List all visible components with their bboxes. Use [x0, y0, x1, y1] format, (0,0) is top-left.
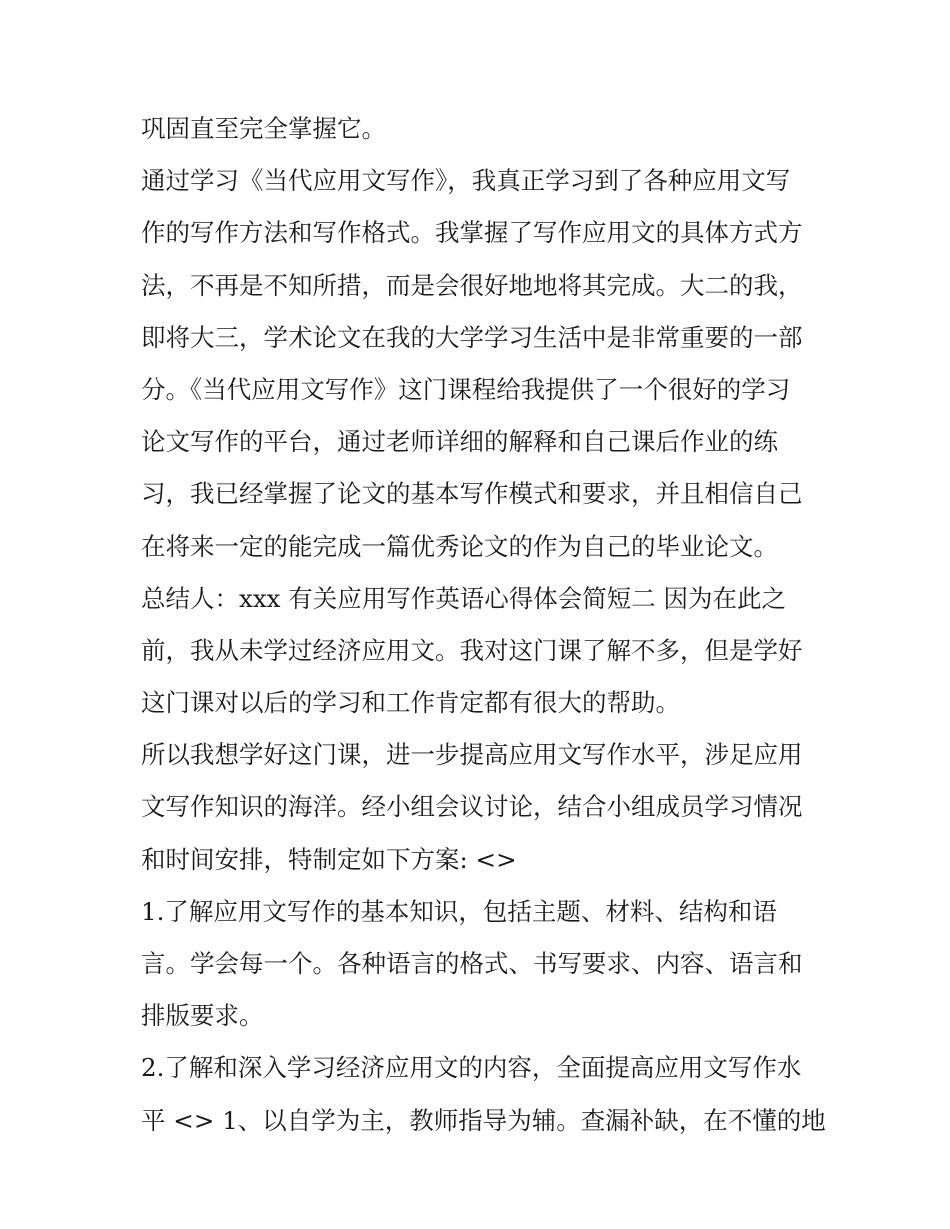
text-line-7: 论文写作的平台，通过老师详细的解释和自己课后作业的练: [141, 427, 778, 457]
text-line-9: 在将来一定的能完成一篇优秀论文的作为自己的毕业论文。: [141, 531, 778, 561]
text-line-15: 和时间安排，特制定如下方案: <>: [141, 844, 517, 874]
text-line-10: 总结人：xxx 有关应用写作英语心得体会简短二 因为在此之: [141, 583, 787, 613]
text-line-2: 通过学习《当代应用文写作》，我真正学习到了各种应用文写: [141, 166, 791, 196]
text-line-5: 即将大三，学术论文在我的大学学习生活中是非常重要的一部: [141, 322, 803, 352]
text-line-14: 文写作知识的海洋。经小组会议讨论，结合小组成员学习情况: [141, 792, 803, 822]
text-line-16: 1.了解应用文写作的基本知识，包括主题、材料、结构和语: [141, 896, 777, 926]
text-line-12: 这门课对以后的学习和工作肯定都有很大的帮助。: [141, 688, 680, 718]
text-line-1: 巩固直至完全掌握它。: [141, 114, 386, 143]
text-line-19: 2.了解和深入学习经济应用文的内容，全面提高应用文写作水: [141, 1053, 802, 1083]
body-text: [141, 103, 826, 1147]
text-line-18: 排版要求。: [141, 1001, 264, 1031]
text-line-4: 法，不再是不知所措，而是会很好地地将其完成。大二的我，: [141, 270, 803, 300]
text-line-6: 分。《当代应用文写作》这门课程给我提供了一个很好的学习: [141, 374, 791, 404]
text-line-13: 所以我想学好这门课，进一步提高应用文写作水平，涉足应用: [141, 740, 803, 770]
text-line-17: 言。学会每一个。各种语言的格式、书写要求、内容、语言和: [141, 949, 803, 978]
text-line-8: 习，我已经掌握了论文的基本写作模式和要求，并且相信自己: [141, 479, 803, 509]
text-line-20: 平 <> 1、以自学为主，教师指导为辅。查漏补缺，在不懂的地: [141, 1105, 826, 1135]
text-line-3: 作的写作方法和写作格式。我掌握了写作应用文的具体方式方: [141, 218, 803, 248]
text-line-11: 前，我从未学过经济应用文。我对这门课了解不多，但是学好: [141, 635, 803, 665]
